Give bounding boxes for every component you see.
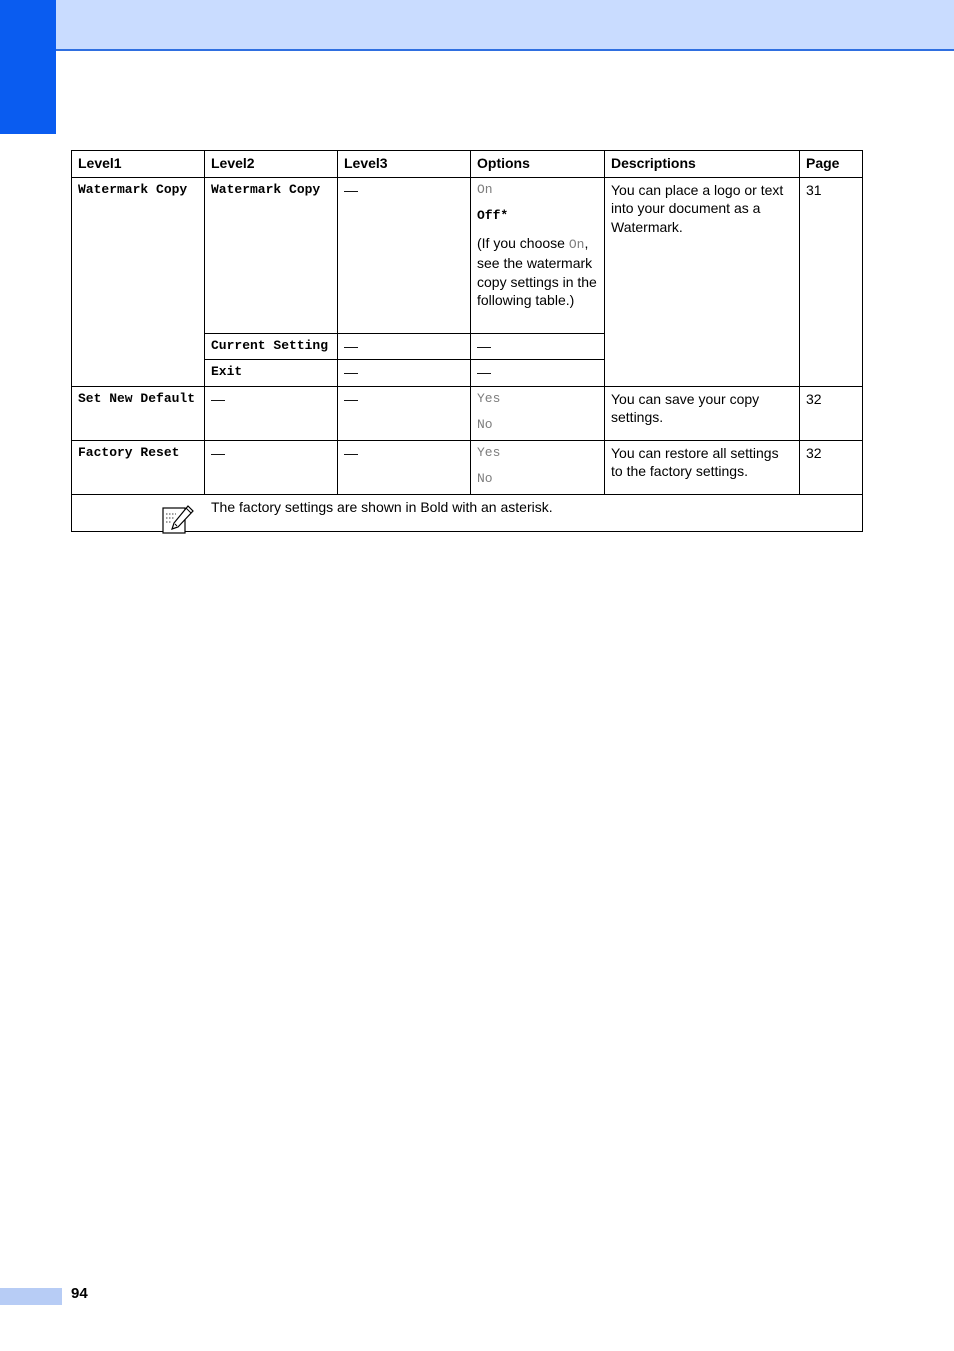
page-set-new-default: 32 [800, 386, 863, 440]
description-watermark: You can place a logo or text into your document as a Watermark. [605, 177, 800, 386]
level2-current-setting: Current Setting [205, 333, 338, 360]
option-note-text: (If you choose [477, 234, 569, 251]
header-descriptions: Descriptions [605, 151, 800, 178]
header-page: Page [800, 151, 863, 178]
page-number-tab [0, 1288, 62, 1305]
level3-cell: — [338, 177, 471, 333]
header-level3: Level3 [338, 151, 471, 178]
level2-exit: Exit [205, 360, 338, 387]
options-cell: — [471, 360, 605, 387]
note-row [72, 494, 863, 531]
table-header-row [72, 151, 863, 178]
header-band [0, 0, 954, 51]
note-text: The factory settings are shown in Bold with an asterisk. [211, 498, 553, 515]
level2-watermark-copy: Watermark Copy [205, 177, 338, 333]
level1-factory-reset: Factory Reset [72, 440, 205, 494]
level3-cell: — [338, 386, 471, 440]
page-factory-reset: 32 [800, 440, 863, 494]
level3-cell: — [338, 333, 471, 360]
page-watermark: 31 [800, 177, 863, 386]
table-row [72, 440, 863, 494]
option-no: No [477, 417, 493, 432]
option-off-default: Off* [477, 208, 509, 223]
option-note-code: On [568, 236, 585, 252]
level3-cell: — [338, 440, 471, 494]
option-yes: Yes [477, 444, 501, 460]
level2-cell: — [205, 440, 338, 494]
option-on: On [477, 181, 493, 197]
level3-cell: — [338, 360, 471, 387]
description-factory-reset: You can restore all settings to the factory settings. [605, 440, 800, 494]
level2-cell: — [205, 386, 338, 440]
option-note-text-end: , see the watermark copy settings in the following table.) [477, 234, 597, 308]
chapter-tab [0, 0, 56, 134]
options-cell: — [471, 333, 605, 360]
table-row [72, 177, 863, 333]
header-options: Options [471, 151, 605, 178]
level1-set-new-default: Set New Default [72, 386, 205, 440]
header-level2: Level2 [205, 151, 338, 178]
option-no: No [477, 471, 493, 486]
table-row [72, 386, 863, 440]
options-cell [471, 177, 605, 333]
note-pencil-icon [161, 503, 195, 535]
level1-watermark-copy: Watermark Copy [72, 177, 205, 386]
note-cell [72, 494, 863, 531]
option-yes: Yes [477, 390, 501, 406]
header-level1: Level1 [72, 151, 205, 178]
option-note [477, 234, 598, 310]
description-set-new-default: You can save your copy settings. [605, 386, 800, 440]
options-cell [471, 440, 605, 494]
options-cell [471, 386, 605, 440]
menu-settings-table [71, 150, 863, 532]
page-number: 94 [71, 1285, 88, 1302]
